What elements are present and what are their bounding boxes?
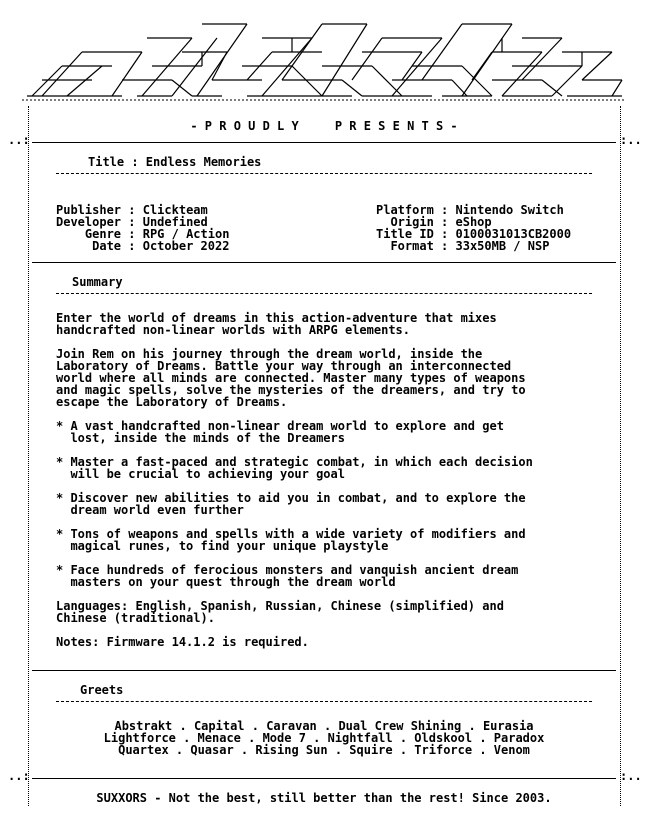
frame-left-corner: ..: xyxy=(8,133,30,147)
release-title: Title : Endless Memories xyxy=(88,155,262,169)
presents-banner: - P R O U D L Y P R E S E N T S - xyxy=(190,119,458,133)
genre-value: RPG / Action xyxy=(142,227,230,241)
format-row: Format : 33x50MB / NSP xyxy=(390,239,550,253)
origin-label: Origin xyxy=(390,215,434,229)
greets-line: Lightforce . Menace . Mode 7 . Nightfall . Oldskool . Paradox xyxy=(103,731,545,745)
greets-underline xyxy=(56,701,592,702)
divider-summary xyxy=(32,670,616,671)
date-value: October 2022 xyxy=(142,239,230,253)
publisher-row: Publisher : Clickteam xyxy=(56,203,208,217)
feature-bullet: * A vast handcrafted non-linear dream world to explore and get lost, inside the minds of the Dreamers xyxy=(56,419,504,445)
feature-bullet: * Master a fast-paced and strategic combat, in which each decision will be crucial to achieving your goal xyxy=(56,455,533,481)
genre-row: Genre : RPG / Action xyxy=(84,227,230,241)
publisher-value: Clickteam xyxy=(142,203,208,217)
title-underline xyxy=(56,173,592,174)
summary-heading: Summary xyxy=(72,275,123,289)
summary-underline xyxy=(56,293,592,294)
title-id-row: Title ID : 0100031013CB2000 xyxy=(376,227,572,241)
frame-right-corner: :.. xyxy=(620,133,642,147)
format-value: 33x50MB / NSP xyxy=(455,239,550,253)
notes-text: Notes: Firmware 14.1.2 is required. xyxy=(56,635,309,649)
platform-label: Platform xyxy=(376,203,434,217)
frame-right-edge xyxy=(620,106,621,806)
feature-bullet: * Tons of weapons and spells with a wide variety of modifiers and magical runes, to find your unique playstyle xyxy=(56,527,526,553)
feature-bullet: * Discover new abilities to aid you in combat, and to explore the dream world even further xyxy=(56,491,526,517)
date-label: Date xyxy=(92,239,122,253)
frame-right-corner-bottom: :.. xyxy=(620,769,642,783)
date-row: Date : October 2022 xyxy=(92,239,230,253)
platform-value: Nintendo Switch xyxy=(455,203,564,217)
languages-text: Languages: English, Spanish, Russian, Chinese (simplified) and Chinese (traditional). xyxy=(56,599,504,625)
summary-body: Join Rem on his journey through the dream world, inside the Laboratory of Dreams. Battle your way through an interconnected world where all minds are connected. Master many types of weapons and magic spells, solve the mysteries of the dreamers, and try to escape the Laboratory of Dreams. xyxy=(56,347,526,409)
developer-value: Undefined xyxy=(142,215,208,229)
divider-top xyxy=(32,142,616,143)
title-id-value: 0100031013CB2000 xyxy=(455,227,572,241)
group-logo xyxy=(22,18,626,108)
info-left xyxy=(56,192,229,252)
frame-left-corner-bottom: ..: xyxy=(8,769,30,783)
greets-heading: Greets xyxy=(80,683,124,697)
publisher-label: Publisher xyxy=(56,203,122,217)
info-right xyxy=(376,192,571,252)
feature-bullet: * Face hundreds of ferocious monsters and vanquish ancient dream masters on your quest through the dream world xyxy=(56,563,519,589)
origin-row: Origin : eShop xyxy=(390,215,492,229)
title-id-label: Title ID xyxy=(376,227,434,241)
developer-label: Developer xyxy=(56,215,122,229)
origin-value: eShop xyxy=(455,215,492,229)
divider-info xyxy=(32,262,616,263)
frame-left-edge xyxy=(28,106,29,806)
platform-row: Platform : Nintendo Switch xyxy=(376,203,564,217)
summary-intro: Enter the world of dreams in this action-adventure that mixes handcrafted non-linear worlds with ARPG elements. xyxy=(56,311,497,337)
divider-footer xyxy=(32,778,616,779)
developer-row: Developer : Undefined xyxy=(56,215,208,229)
greets-line: Abstrakt . Capital . Caravan . Dual Crew Shining . Eurasia xyxy=(114,719,534,733)
greets-line: Quartex . Quasar . Rising Sun . Squire . Triforce . Venom xyxy=(118,743,530,757)
format-label: Format xyxy=(390,239,434,253)
footer-tagline: SUXXORS - Not the best, still better than the rest! Since 2003. xyxy=(96,791,552,805)
genre-label: Genre xyxy=(84,227,122,241)
